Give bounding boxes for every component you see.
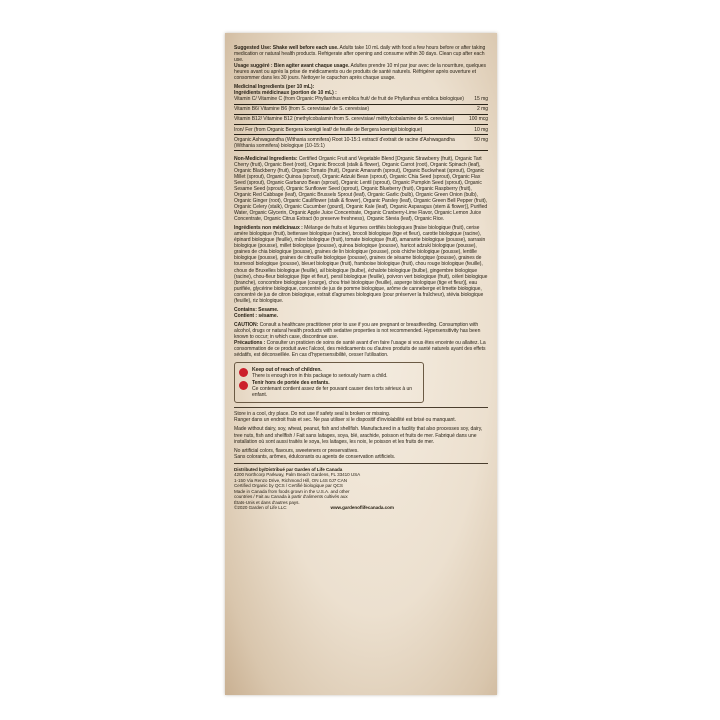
label-content xyxy=(234,45,488,511)
copyright: ©2020 Garden of Life LLC xyxy=(234,505,287,511)
distributor-block xyxy=(234,467,488,511)
non-medicinal-label: Non-Medicinal Ingredients: xyxy=(234,155,298,162)
suggested-use-label: Suggested Use: Shake well before each use. xyxy=(234,45,339,51)
ingredient-name: Vitamin B12/ Vitamine B12 (methylcobalamin from S. cerevisiae/ méthylcobalamine de S. cerevisiae) xyxy=(234,116,455,123)
medicinal-ingredient-row xyxy=(234,137,488,149)
distributor-line xyxy=(234,505,488,511)
ingredient-name: Vitamin C/ Vitamine C (from Organic Phyllanthus emblica fruit/ de fruit de Phyllanthus emblica biologique) xyxy=(234,96,464,103)
label-panel xyxy=(225,33,497,695)
medicinal-ingredient-row xyxy=(234,116,488,122)
warning-box xyxy=(234,362,424,403)
medicinal-list xyxy=(234,96,488,151)
ingredient-amount: 10 mg xyxy=(474,126,488,133)
non-medicinal-text: Certified Organic Fruit and Vegetable Blend [Organic Strawberry (fruit), Organic Tart Cherry (fruit), Organic Beet (root), Organic Broccoli (stalk & flower), Organic Carrot (root), Organic Spinach (leaf), Organic Blackberry (fruit), Organic Tomato (fruit), Organic Amaranth (sprout), Organic Buckwheat (sprout), Organic Millet (sprout), Organic Quinoa (sprout), Organic Adzuki Bean (sprout), Organic Chia Seed (sprout), Organic Flax Seed (sprout), Organic Garbanzo Bean (sprout), Organic Lentil (sprout), Organic Pumpkin Seed (sprout), Organic Sesame Seed (sprout), Organic Sunflower Seed (sprout), Organic Blueberry (fruit), Organic Raspberry (fruit), Organic Red Cabbage (leaf), Organic Brussels Sprout (leaf), Organic Garlic (bulb), Organic Green Onion (bulb), Organic Ginger (root), Organic Cauliflower (stalk & flower), Organic Parsley (leaf), Organic Green Bell Pepper (fruit), Organic Celery (stalk), Organic Cucumber (gourd), Organic Kale (leaf), Organic Asparagus (stem & flower)], Purified Water, Organic Glycerin, Organic Apple Juice Concentrate, Organic Cranberry-Lime Flavor, Organic Lemon Juice Concentrate, Organic Citrus Extract (to preserve freshness), Organic Stevia (leaf), Organic Rice. xyxy=(234,155,488,223)
ingredient-rule xyxy=(234,150,488,151)
ingredient-name: Vitamin B6/ Vitamine B6 (from S. cerevisiae/ de S. cerevisiae) xyxy=(234,106,370,113)
suggested-use-en xyxy=(234,45,488,63)
usage-suggere-text: Adultes prendre 10 ml par jour avec de la nourriture, quelques heures avant ou après la prise de médicaments ou de produits de santé naturels. Réfrigérer après ouverture et consommer dans les 30 jours. Nettoyer le capuchon après chaque usage. xyxy=(234,63,487,82)
allergen-statement xyxy=(234,426,488,444)
ingredient-rule xyxy=(234,134,488,135)
distributor-line: Certified Organic by QCS / Certifié biologique par QCS xyxy=(234,483,343,489)
ingredients-non-medicinaux-label: Ingrédients non médicinaux : xyxy=(234,225,303,232)
ingredient-amount: 2 mg xyxy=(476,106,488,113)
medicinal-heading-en: Medicinal Ingredients (per 10 mL): xyxy=(234,84,315,91)
no-artificial-en: No artificial colors, flavours, sweeteners or preservatives. xyxy=(234,447,359,454)
divider xyxy=(234,463,488,464)
usage-suggere-label: Usage suggéré : Bien agiter avant chaque usage. xyxy=(234,63,350,70)
precautions-text: Consulter un praticien de soins de santé avant d'en faire l'usage si vous êtes enceinte ou allaitez. La consommation de ce produit avec l'alcool, des médicaments ou d'autres produits de santé naturels ayant des effets sédatifs, est déconseillée. En cas d'hypersensibilité, cesser l'utilisation. xyxy=(234,340,486,359)
ingredient-rule xyxy=(234,114,488,115)
ingredients-non-medicinaux-text: Mélange de fruits et légumes certifiés biologiques [fraise biologique (fruit), cerise amère biologique (fruit), betterave biologique (racine), brocoli biologique (tige et fleur), carotte biologique (racine), épinard biologique (feuille), mûre biologique (fruit), tomate biologique (fruit), amarante biologique (pousse), sarrasin biologique (pousse), millet biologique (pousse), quinoa biologique (pousse), haricot adzuki biologique (pousse), graines de chia biologique (pousse), graines de lin biologique (pousse), pois chiche biologique (pousse), lentille biologique (pousse), graines de citrouille biologique (pousse), graines de sésame biologique (pousse), graines de tournesol biologique (pousse), bleuet biologique (fruit), framboise biologique (fruit), chou rouge biologique (feuille), choux de Bruxelles biologique (feuille), ail biologique (bulbe), échalote biologique (bulbe), gingembre biologique (racine), chou-fleur biologique (tige et fleur), persil biologique (feuille), poivron vert biologique (fruit), céleri biologique (branche), concombre biologique (courge), chou frisé biologique (feuille), asperge biologique (tige et fleur)], eau purifiée, glycérine biologique, concentré de jus de pomme biologique, arôme de canneberge et limette biologique, concentré de jus de citron biologique, extrait d'agrumes biologiques (pour préserver la fraîcheur), stévia biologique (feuille), riz biologique. xyxy=(234,225,488,304)
allergen-en: Made without dairy, soy, wheat, peanut, fish and shellfish. Manufactured in a facility that also processes soy, dairy, tree nuts, fish and shellfish / xyxy=(234,426,483,439)
divider xyxy=(234,407,488,408)
caution-label: CAUTION: xyxy=(234,321,259,328)
ingredient-name: Organic Ashwagandha (Withania somnifera) Root 10-15:1 extract/ d'extrait de racine d'Ashwagandha (Withania somnifera) biologique (10-15:1) xyxy=(234,136,455,149)
warning-dot-icon xyxy=(239,381,248,390)
storage-fr: Ranger dans un endroit frais et sec. Ne pas utiliser si le dispositif d'inviolabilité est brisé ou manquant. xyxy=(234,417,456,424)
medicinal-heading-fr: Ingrédients médicinaux (portion de 10 mL) : xyxy=(234,90,337,97)
storage-en: Store in a cool, dry place. Do not use if safety seal is broken or missing. xyxy=(234,411,391,418)
caution xyxy=(234,322,488,340)
precautions xyxy=(234,340,488,358)
distributor-line: Made in Canada from foods grown in the U.S.A. and other xyxy=(234,488,350,494)
ingredient-amount: 50 mg xyxy=(474,136,488,143)
warning-text: There is enough iron in this package to seriously harm a child. xyxy=(252,373,388,380)
warning-item-en xyxy=(239,367,419,379)
ingredient-name: Iron/ Fer (from Organic Bergera koenigii leaf/ de feuille de Bergera koenigii biologique) xyxy=(234,126,423,133)
suggested-use-text: Adults take 10 mL daily with food a few hours before or after taking medication or natural health products. Refrigerate after opening and consume within 30 days. Clean cup after each use. xyxy=(234,45,486,64)
ingredient-rule xyxy=(234,124,488,125)
website-link[interactable]: www.gardenoflifecanada.com xyxy=(330,505,394,511)
precautions-label: Précautions : xyxy=(234,340,266,347)
warning-dot-icon xyxy=(239,368,248,377)
medicinal-ingredient-row xyxy=(234,106,488,112)
distributor-heading: Distributed by/Distribué par Garden of Life Canada xyxy=(234,466,343,472)
medicinal-ingredient-row xyxy=(234,96,488,102)
caution-text: Consult a healthcare practitioner prior to use if you are pregnant or breastfeeding. Consumption with alcohol, drugs or natural health products with sedative properties is not recommended. Hypersensitivity has been known to occur; in which case, discontinue use. xyxy=(234,321,481,340)
distributor-line: countries / Fait au Canada à partir d'aliments cultivés aux xyxy=(234,494,348,500)
no-artificial-fr: Sans colorants, arômes, édulcorants ou agents de conservation artificiels. xyxy=(234,453,396,460)
distributor-line: 1-150 Via Renzo Drive, Richmond Hill, ON L4S 0J7 CAN xyxy=(234,477,347,483)
warning-title: Keep out of reach of children. xyxy=(252,367,322,374)
contains-en: Contains: Sesame. xyxy=(234,306,279,313)
allergen-fr: Fait sans laitages, soya, blé, arachide, poisson et fruits de mer. Fabriqué dans une installation où sont aussi traités le soya, les laitages, les noix, le poisson et les fruits de mer. xyxy=(234,432,477,445)
non-medicinal-fr xyxy=(234,225,488,304)
ingredient-amount: 15 mg xyxy=(474,96,488,103)
distributor-line: États-Unis et dans d'autres pays. xyxy=(234,499,300,505)
contains-fr: Contient : sésame. xyxy=(234,312,278,319)
ingredient-amount: 100 mcg xyxy=(468,116,488,123)
distributor-line: 4200 Northcorp Parkway, Palm Beach Gardens, FL 33410 USA xyxy=(234,472,361,478)
warning-item-fr xyxy=(239,380,419,398)
non-medicinal-en xyxy=(234,156,488,223)
warning-text: Ce contenant contient assez de fer pouvant causer des torts sérieux à un enfant. xyxy=(252,386,412,399)
medicinal-ingredient-row xyxy=(234,127,488,133)
warning-title: Tenir hors de portée des enfants. xyxy=(252,380,330,387)
suggested-use-fr xyxy=(234,63,488,81)
ingredient-rule xyxy=(234,104,488,105)
